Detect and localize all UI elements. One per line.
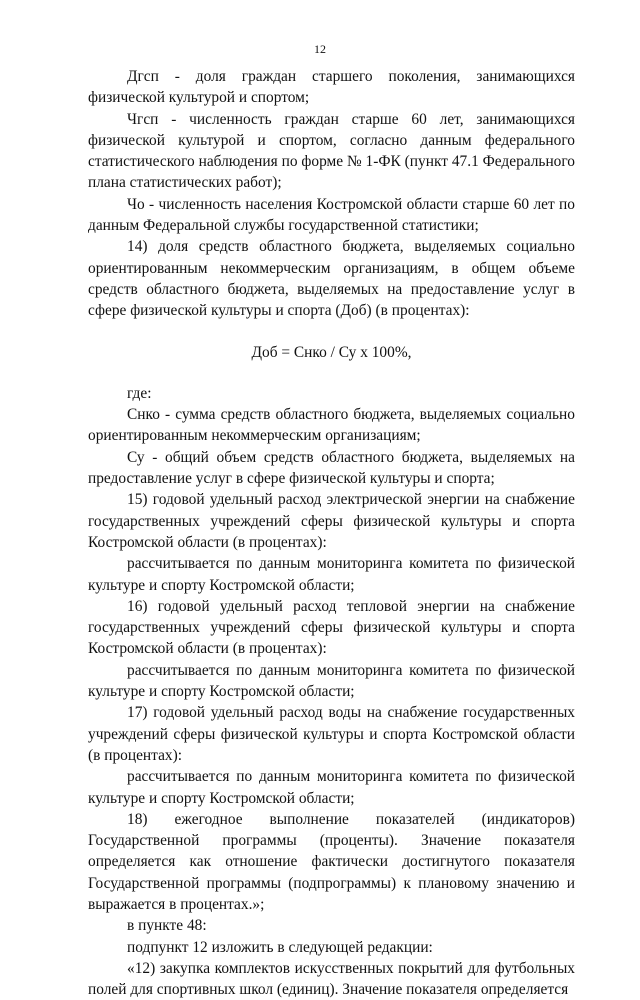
paragraph-item-16-calc: рассчитывается по данным мониторинга комитета по физической культуре и спорту Костромской области; [88, 661, 575, 701]
paragraph-dgsp-definition: Дгсп - доля граждан старшего поколения, занимающихся физической культурой и спортом; [88, 68, 575, 107]
paragraph-chgsp-definition: Чгсп - численность граждан старше 60 лет, занимающихся физической культурой и спортом, согласно данным федерального статистического наблюдения по форме № 1-ФК (пункт 47.1 Федерального плана статистических работ); [88, 110, 575, 192]
paragraph-subpoint-12: «12) закупка комплектов искусственных покрытий для футбольных полей для спортивных школ (единиц). Значение показателя определяется [88, 959, 575, 999]
paragraph-cho-definition: Чо - численность населения Костромской области старше 60 лет по данным Федеральной службы государственной статистики; [88, 195, 575, 235]
paragraph-subpoint-12-intro: подпункт 12 изложить в следующей редакции: [127, 938, 433, 956]
paragraph-su-definition: Су - общий объем средств областного бюджета, выделяемых на предоставление услуг в сфере физической культуры и спорта; [88, 448, 575, 488]
page-number: 12 [314, 42, 326, 56]
paragraph-where: где: [127, 384, 152, 402]
paragraph-point-48: в пункте 48: [127, 917, 207, 935]
paragraph-item-15: 15) годовой удельный расход электрической энергии на снабжение государственных учреждений сферы физической культуры и спорта Костромской области (в процентах): [88, 491, 575, 551]
paragraph-item-18: 18) ежегодное выполнение показателей (индикаторов) Государственной программы (проценты). Значение показателя определяется как отношение фактически достигнутого показателя Государственной программы (подпрограммы) к плановому значению и выражается в процентах.»; [88, 810, 575, 913]
paragraph-item-14: 14) доля средств областного бюджета, выделяемых социально ориентированным некоммерческим организациям, в общем объеме средств областного бюджета, выделяемых на предоставление услуг в сфере физической культуры и спорта (Доб) (в процентах): [88, 238, 575, 320]
paragraph-item-15-calc: рассчитывается по данным мониторинга комитета по физической культуре и спорту Костромской области; [88, 555, 575, 594]
paragraph-item-17: 17) годовой удельный расход воды на снабжение государственных учреждений сферы физической культуры и спорта Костромской области (в процентах): [88, 704, 575, 764]
paragraph-item-16: 16) годовой удельный расход тепловой энергии на снабжение государственных учреждений сферы физической культуры и спорта Костромской области (в процентах): [88, 597, 575, 658]
document-body [88, 66, 575, 1000]
paragraph-item-17-calc: рассчитывается по данным мониторинга комитета по физической культуре и спорту Костромской области; [88, 768, 575, 807]
formula-dob: Доб = Снко / Су х 100%, [251, 343, 412, 361]
paragraph-snko-definition: Снко - сумма средств областного бюджета, выделяемых социально ориентированным некоммерческим организациям; [88, 406, 575, 445]
